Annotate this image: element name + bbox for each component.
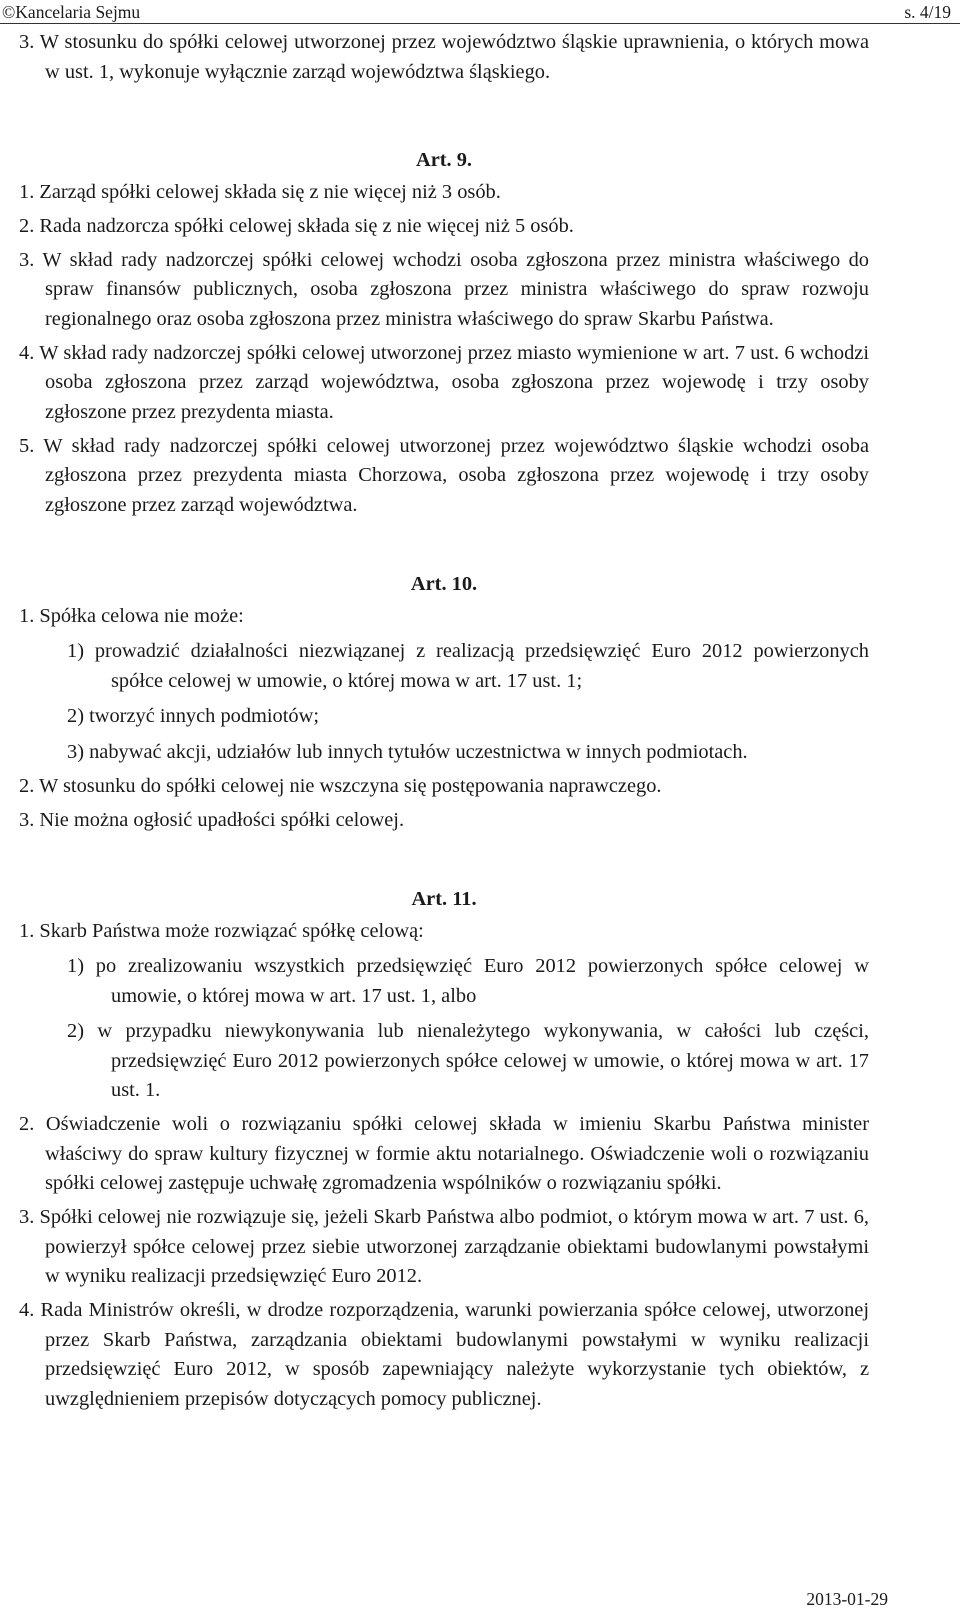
list-item: 3) nabywać akcji, udziałów lub innych tytułów uczestnictwa w innych podmiotach.: [67, 740, 748, 763]
list-item: 1) po zrealizowaniu wszystkich przedsięwzięć Euro 2012 powierzonych spółce celowej w umowie, o której mowa w art. 17 ust. 1, albo: [67, 955, 869, 1007]
page-header: [0, 0, 960, 24]
paragraph: 3. Spółki celowej nie rozwiązuje się, jeżeli Skarb Państwa albo podmiot, o którym mowa w art. 7 ust. 6, powierzył spółce celowej przez siebie utworzonej zarządzanie obiektami budowlanymi powstałymi w wyniku realizacji przedsięwzięć Euro 2012.: [19, 1206, 869, 1287]
paragraph: 4. W skład rady nadzorczej spółki celowej utworzonej przez miasto wymienione w art. 7 ust. 6 wchodzi osoba zgłoszona przez zarząd województwa, osoba zgłoszona przez wojewodę i trzy osoby zgłoszone przez prezydenta miasta.: [19, 341, 869, 423]
paragraph: 2. Rada nadzorcza spółki celowej składa się z nie więcej niż 5 osób.: [19, 214, 574, 237]
header-rule: [0, 23, 960, 24]
paragraph: 1. Spółka celowa nie może:: [19, 604, 244, 627]
paragraph: 5. W skład rady nadzorczej spółki celowej utworzonej przez województwo śląskie wchodzi osoba zgłoszona przez prezydenta miasta Chorzowa, osoba zgłoszona przez wojewodę i trzy osoby zgłoszone przez zarząd województwa.: [19, 434, 869, 516]
paragraph: 2. W stosunku do spółki celowej nie wszczyna się postępowania naprawczego.: [19, 774, 662, 797]
paragraph: 3. W stosunku do spółki celowej utworzonej przez województwo śląskie uprawnienia, o których mowa w ust. 1, wykonuje wyłącznie zarząd województwa śląskiego.: [19, 31, 869, 83]
paragraph: 1. Zarząd spółki celowej składa się z nie więcej niż 3 osób.: [19, 180, 501, 203]
list-item: 1) prowadzić działalności niezwiązanej z realizacją przedsięwzięć Euro 2012 powierzonych spółce celowej w umowie, o której mowa w art. 17 ust. 1;: [67, 640, 869, 692]
footer-date: 2013-01-29: [806, 1589, 888, 1609]
paragraph: 2. Oświadczenie woli o rozwiązaniu spółki celowej składa w imieniu Skarbu Państwa minister właściwy do spraw kultury fizycznej w formie aktu notarialnego. Oświadczenie woli o rozwiązaniu spółki celowej zastępuje uchwałę zgromadzenia wspólników o rozwiązaniu spółki.: [19, 1113, 869, 1194]
article-heading: Art. 10.: [410, 573, 478, 595]
paragraph: 4. Rada Ministrów określi, w drodze rozporządzenia, warunki powierzania spółce celowej, utworzonej przez Skarb Państwa, zarządzania obiektami budowlanymi powstałymi w wyniku realizacji przedsięwzięć Euro 2012, w sposób zapewniający należyte wykorzystanie tych obiektów, z uwzględnieniem przepisów dotyczących pomocy publicznej.: [19, 1299, 869, 1410]
header-source: ©Kancelaria Sejmu: [2, 2, 141, 22]
paragraph: 1. Skarb Państwa może rozwiązać spółkę celową:: [19, 919, 424, 942]
article-heading: Art. 11.: [411, 888, 477, 910]
article-heading: Art. 9.: [415, 149, 473, 171]
paragraph: 3. Nie można ogłosić upadłości spółki celowej.: [19, 808, 405, 831]
paragraph: 3. W skład rady nadzorczej spółki celowej wchodzi osoba zgłoszona przez ministra właściwego do spraw finansów publicznych, osoba zgłoszona przez ministra właściwego do spraw rozwoju regionalnego oraz osoba zgłoszona przez ministra właściwego do spraw Skarbu Państwa.: [19, 248, 869, 330]
list-item: 2) w przypadku niewykonywania lub nienależytego wykonywania, w całości lub części, przedsięwzięć Euro 2012 powierzonych spółce celowej w umowie, o której mowa w art. 17 ust. 1.: [67, 1020, 869, 1101]
document-body: [19, 28, 869, 1414]
header-page-number: s. 4/19: [904, 2, 951, 22]
list-item: 2) tworzyć innych podmiotów;: [67, 705, 320, 727]
